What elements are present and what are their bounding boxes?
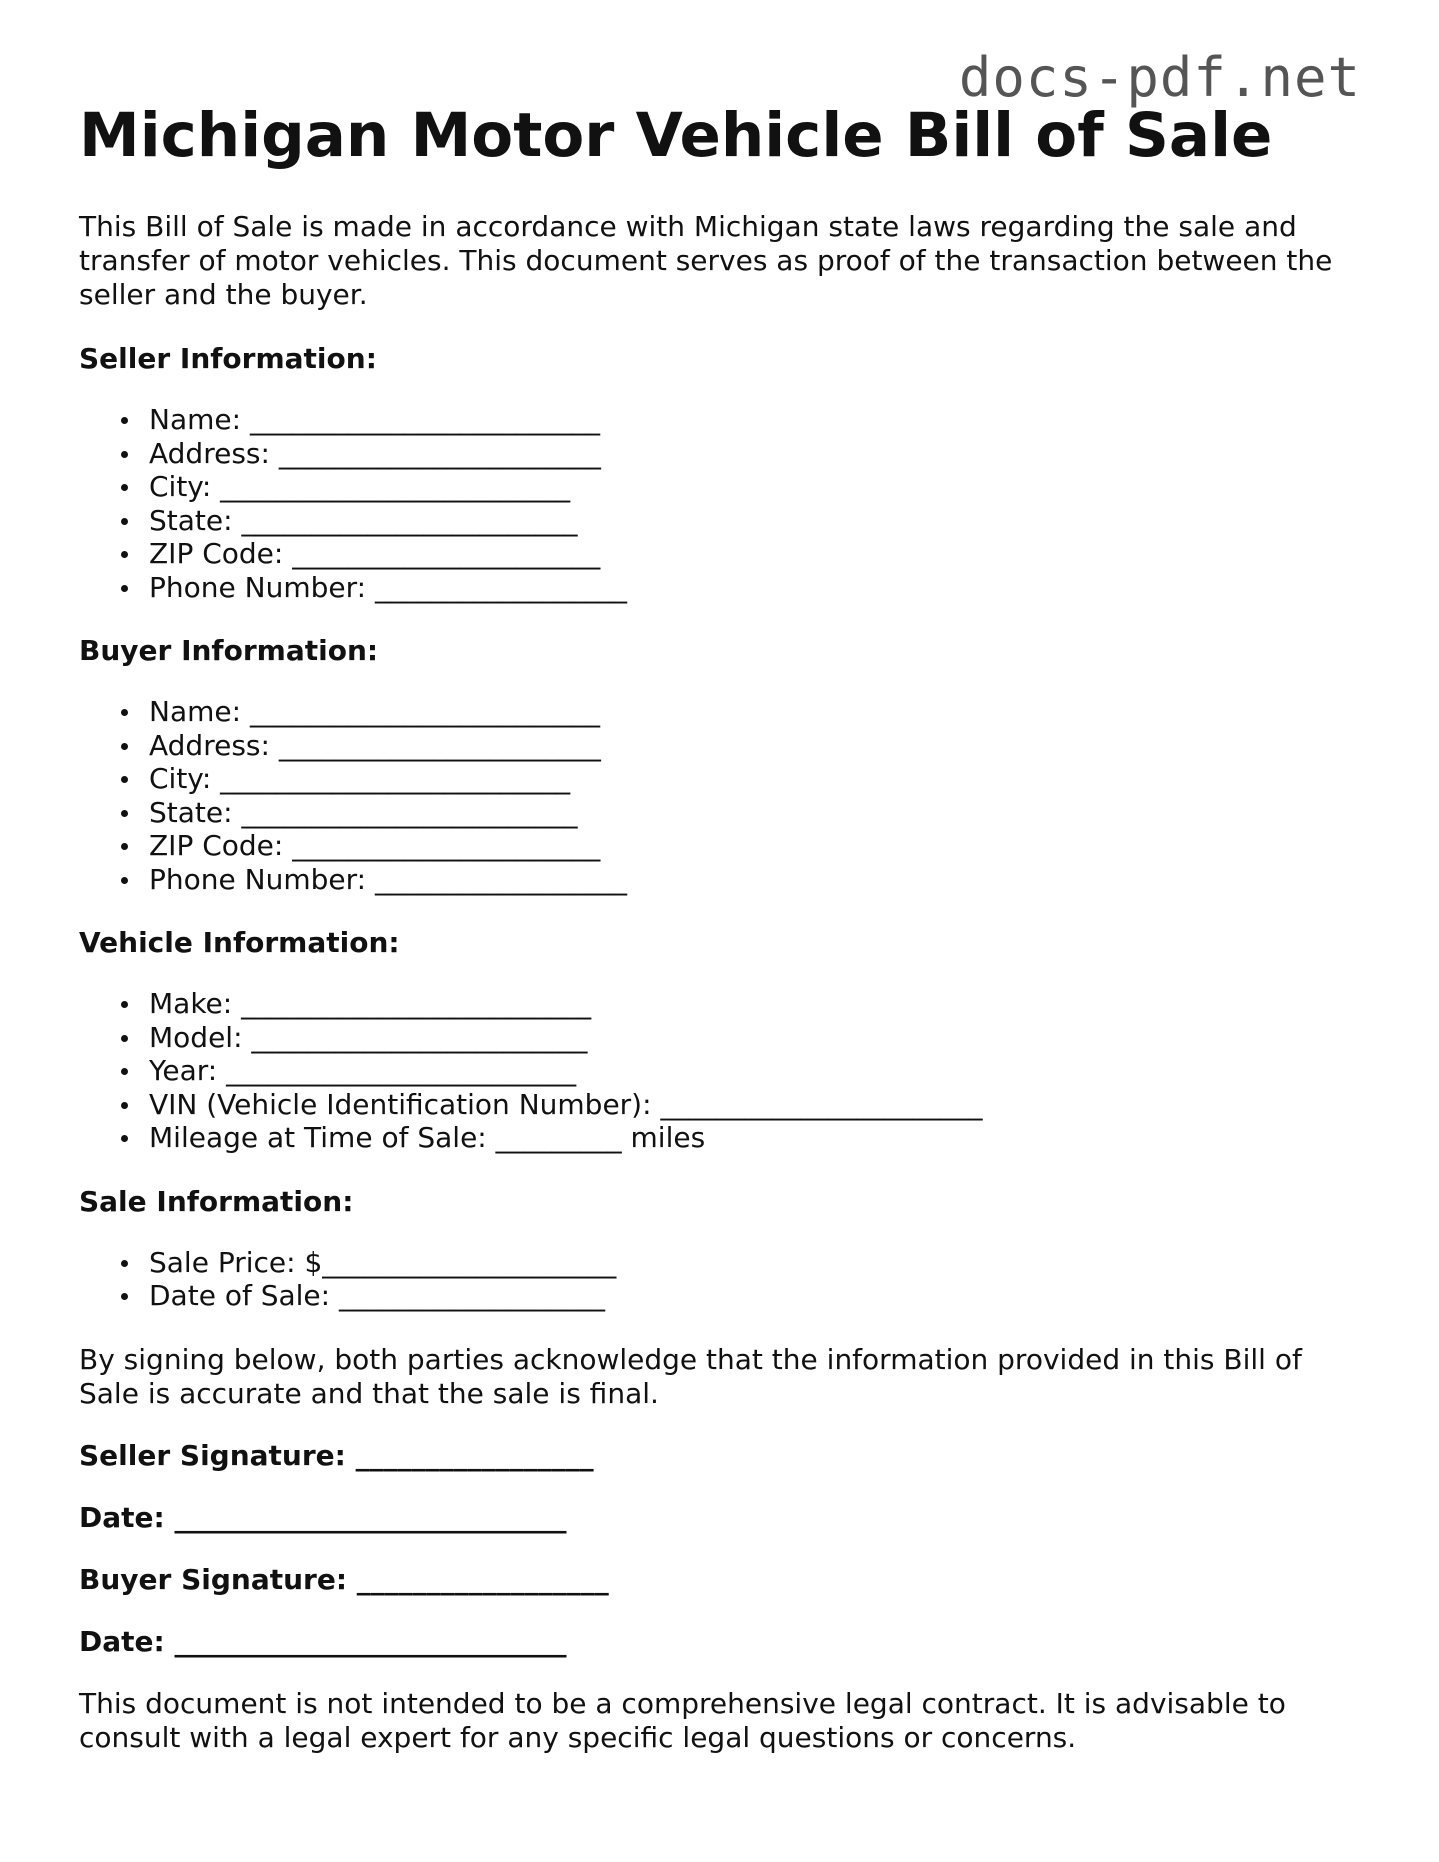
seller-zip-field: ZIP Code: ______________________ [149,537,1359,571]
vehicle-heading: Vehicle Information: [79,926,400,959]
buyer-date-line: Date: ____________________________ [79,1624,567,1658]
sale-fields-list [79,1246,1359,1313]
seller-signature-line: Seller Signature: _________________ [79,1438,594,1472]
seller-city-field: City: _________________________ [149,470,1359,504]
vehicle-mileage-field: Mileage at Time of Sale: _________ miles [149,1121,1359,1155]
buyer-fields-list [79,695,1359,896]
buyer-address-field: Address: _______________________ [149,729,1359,763]
seller-fields-list [79,403,1359,604]
sale-price-field: Sale Price: $_____________________ [149,1246,1359,1280]
seller-phone-field: Phone Number: __________________ [149,571,1359,605]
intro-paragraph: This Bill of Sale is made in accordance with Michigan state laws regarding the sale and transfer of motor vehicles. This document serves as proof of the transaction between the seller and the buyer. [79,210,1333,311]
vehicle-vin-field: VIN (Vehicle Identification Number): _______________________ [149,1088,1359,1122]
vehicle-model-field: Model: ________________________ [149,1021,1359,1055]
disclaimer-paragraph: This document is not intended to be a comprehensive legal contract. It is advisable to consult with a legal expert for any specific legal questions or concerns. [79,1686,1286,1754]
buyer-state-field: State: ________________________ [149,796,1359,830]
buyer-city-field: City: _________________________ [149,762,1359,796]
buyer-name-field: Name: _________________________ [149,695,1359,729]
buyer-phone-field: Phone Number: __________________ [149,863,1359,897]
sale-date-field: Date of Sale: ___________________ [149,1279,1359,1313]
seller-address-field: Address: _______________________ [149,437,1359,471]
seller-date-line: Date: ____________________________ [79,1500,567,1534]
vehicle-year-field: Year: _________________________ [149,1054,1359,1088]
buyer-heading: Buyer Information: [79,634,379,667]
sale-heading: Sale Information: [79,1184,354,1218]
vehicle-make-field: Make: _________________________ [149,987,1359,1021]
acknowledgement-paragraph: By signing below, both parties acknowledge that the information provided in this Bill of Sale is accurate and that the sale is final. [79,1342,1302,1410]
buyer-zip-field: ZIP Code: ______________________ [149,829,1359,863]
watermark: docs-pdf.net [958,46,1361,109]
buyer-signature-line: Buyer Signature: __________________ [79,1562,609,1596]
seller-heading: Seller Information: [79,342,377,375]
seller-state-field: State: ________________________ [149,504,1359,538]
document-content [79,96,1359,1755]
seller-name-field: Name: _________________________ [149,403,1359,437]
document-title: Michigan Motor Vehicle Bill of Sale [79,100,1273,171]
vehicle-fields-list [79,987,1359,1155]
